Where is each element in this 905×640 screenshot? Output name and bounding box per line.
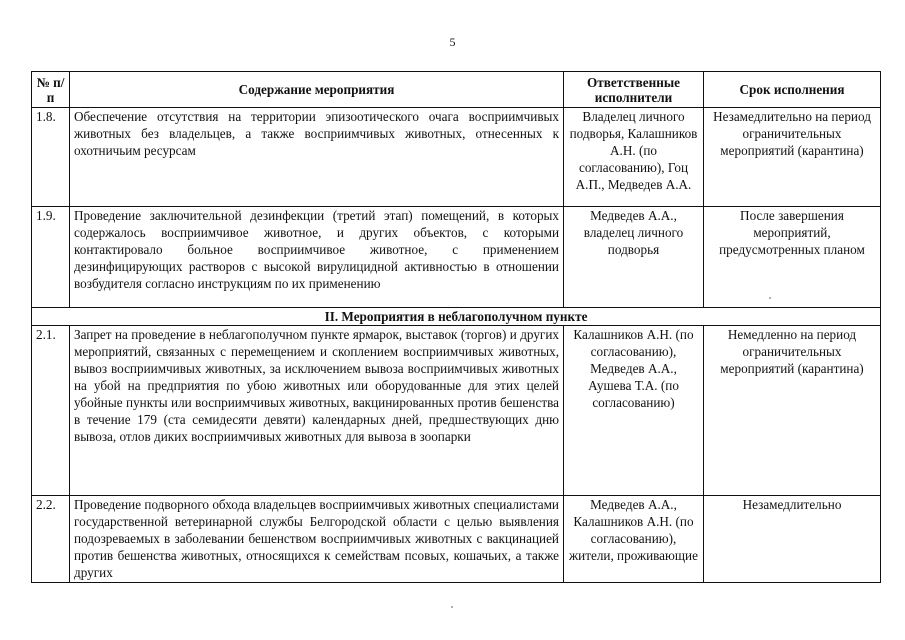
row-num: 2.1.	[32, 326, 70, 496]
row-responsible: Медведев А.А., Калашников А.Н. (по согласованию), жители, проживающие	[564, 496, 704, 583]
row-responsible: Калашников А.Н. (по согласованию), Медведев А.А., Аушева Т.А. (по согласованию)	[564, 326, 704, 496]
row-deadline: Незамедлительно на период ограничительных мероприятий (карантина)	[704, 108, 881, 207]
row-content: Проведение подворного обхода владельцев восприимчивых животных специалистами государственной ветеринарной службы Белгородской области с целью выявления подозреваемых в заболевании бешенством восприимчивых животных с вакцинацией против бешенства животных, относящихся к семействам псовых, кошачьих, а также других	[70, 496, 564, 583]
row-content: Обеспечение отсутствия на территории эпизоотического очага восприимчивых животных без владельцев, а также восприимчивых животных, отнесенных к охотничьим ресурсам	[70, 108, 564, 207]
scan-speck	[451, 606, 453, 608]
row-deadline: Незамедлительно	[704, 496, 881, 583]
header-num: № п/п	[32, 72, 70, 108]
row-deadline: После завершения мероприятий, предусмотренных планом	[704, 207, 881, 308]
row-num: 1.8.	[32, 108, 70, 207]
header-deadline: Срок исполнения	[704, 72, 881, 108]
row-num: 2.2.	[32, 496, 70, 583]
table-row	[32, 326, 881, 496]
activity-plan-table	[31, 71, 881, 583]
row-responsible: Медведев А.А., владелец личного подворья	[564, 207, 704, 308]
table-row	[32, 108, 881, 207]
row-content: Запрет на проведение в неблагополучном пункте ярмарок, выставок (торгов) и других мероприятий, связанных с перемещением и скоплением восприимчивых животных, вывоз восприимчивых животных, за исключением вывоза восприимчивых животных на убой на предприятия по убою животных или оборудованные для этих целей убойные пункты или восприимчивых животных, вакцинированных против бешенства в течение 179 (ста семидесяти девяти) календарных дней, предшествующих дню вывоза, отлов диких восприимчивых животных для вывоза в зоопарки	[70, 326, 564, 496]
page-number: 5	[449, 35, 456, 49]
table-row	[32, 496, 881, 583]
table-header-row	[32, 72, 881, 108]
scan-speck	[769, 297, 771, 299]
row-deadline: Немедленно на период ограничительных мероприятий (карантина)	[704, 326, 881, 496]
row-responsible: Владелец личного подворья, Калашников А.Н. (по согласованию), Гоц А.П., Медведев А.А.	[564, 108, 704, 207]
table-row	[32, 207, 881, 308]
section-heading-row	[32, 308, 881, 326]
header-content: Содержание мероприятия	[70, 72, 564, 108]
section-title: II. Мероприятия в неблагополучном пункте	[32, 308, 881, 326]
header-responsible: Ответственные исполнители	[564, 72, 704, 108]
row-num: 1.9.	[32, 207, 70, 308]
row-content: Проведение заключительной дезинфекции (третий этап) помещений, в которых содержалось восприимчивое животное, и других объектов, с которыми контактировало больное восприимчивое животное, с применением дезинфицирующих растворов с высокой вирулицидной активностью в отношении возбудителя согласно инструкциям по их применению	[70, 207, 564, 308]
